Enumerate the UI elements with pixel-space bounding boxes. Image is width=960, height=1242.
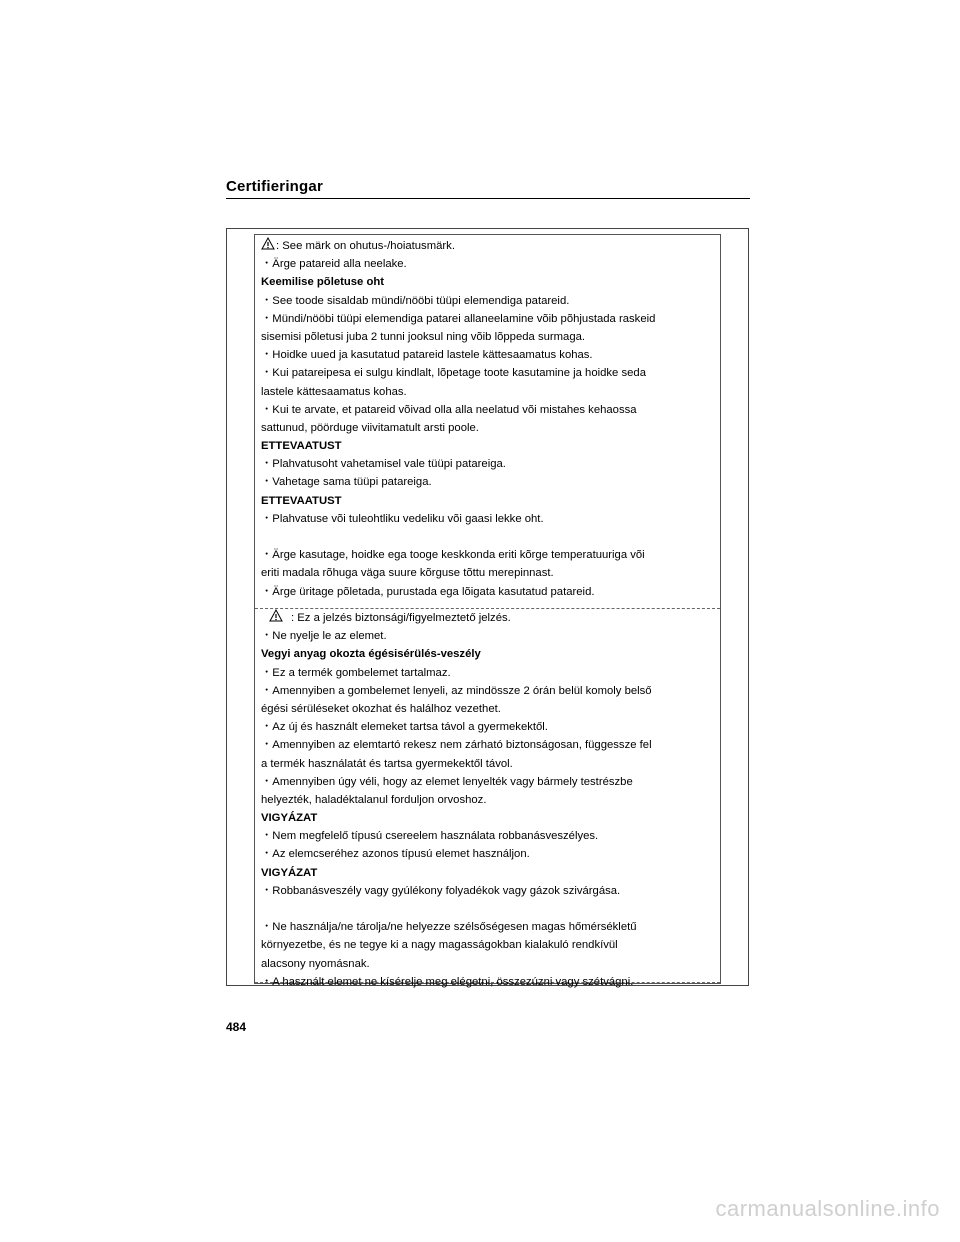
hungarian-warning-line: : Ez a jelzés biztonsági/figyelmeztető jelzés. <box>261 609 719 627</box>
text-line: ・Kui patareipesa ei sulgu kindlalt, lõpetage toote kasutamine ja hoidke seda <box>261 367 646 380</box>
text-line: ・Az új és használt elemeket tartsa távol a gyermekektől. <box>261 721 548 734</box>
warning-triangle-icon <box>269 609 283 622</box>
text-line: ・Plahvatuse või tuleohtliku vedeliku või gaasi lekke oht. <box>261 512 544 525</box>
hungarian-section <box>261 609 719 991</box>
text-line: ・See toode sisaldab mündi/nööbi tüüpi elemendiga patareid. <box>261 294 570 307</box>
warning-triangle-icon <box>261 237 275 250</box>
text-line: ・Ärge üritage põletada, purustada ega lõigata kasutatud patareid. <box>261 585 595 598</box>
estonian-section <box>261 237 719 601</box>
text-line: égési sérüléseket okozhat és halálhoz vezethet. <box>261 702 501 715</box>
section-heading: VIGYÁZAT <box>261 812 318 825</box>
estonian-lines <box>261 255 719 601</box>
text-line: ・Robbanásveszély vagy gyúlékony folyadékok vagy gázok szivárgása. <box>261 884 621 897</box>
text-line: sattunud, pöörduge viivitamatult arsti poole. <box>261 421 479 434</box>
text-line: lastele kättesaamatus kohas. <box>261 385 407 398</box>
text-line: sisemisi põletusi juba 2 tunni jooksul ning võib lõppeda surmaga. <box>261 330 586 343</box>
text-line: ・Ärge patareid alla neelake. <box>261 258 407 271</box>
blank-line <box>261 900 719 918</box>
section-heading: Keemilise põletuse oht <box>261 276 385 289</box>
text-line: ・A használt elemet ne kísérelje meg elégetni, összezúzni vagy szétvágni. <box>261 975 634 988</box>
text-line: a termék használatát és tartsa gyermekektől távol. <box>261 757 513 770</box>
text-line: ・Ne használja/ne tárolja/ne helyezze szélsőségesen magas hőmérsékletű <box>261 921 637 934</box>
text-line: ・Ärge kasutage, hoidke ega tooge keskkonda eriti kõrge temperatuuriga või <box>261 549 645 562</box>
blank-line <box>261 528 719 546</box>
text-line: alacsony nyomásnak. <box>261 957 370 970</box>
page-title: Certifieringar <box>226 178 323 195</box>
text-line: helyezték, haladéktalanul forduljon orvoshoz. <box>261 793 487 806</box>
page-number: 484 <box>226 1020 247 1034</box>
hungarian-lines <box>261 627 719 991</box>
text-line: ・Mündi/nööbi tüüpi elemendiga patarei allaneelamine võib põhjustada raskeid <box>261 312 656 325</box>
estonian-warning-line: : See märk on ohutus-/hoiatusmärk. <box>261 237 719 255</box>
text-line: ・Az elemcseréhez azonos típusú elemet használjon. <box>261 848 530 861</box>
text-line: ・Kui te arvate, et patareid võivad olla alla neelatud või mistahes kehaossa <box>261 403 637 416</box>
text-line: ・Amennyiben az elemtartó rekesz nem zárható biztonságosan, függessze fel <box>261 739 652 752</box>
section-heading: Vegyi anyag okozta égésisérülés-veszély <box>261 648 481 661</box>
text-line: ・Ez a termék gombelemet tartalmaz. <box>261 666 451 679</box>
section-heading: ETTEVAATUST <box>261 494 342 507</box>
section-heading: ETTEVAATUST <box>261 440 342 453</box>
text-line: ・Ne nyelje le az elemet. <box>261 630 387 643</box>
text-line: ・Plahvatusoht vahetamisel vale tüüpi patareiga. <box>261 458 506 471</box>
text-line: ・Hoidke uued ja kasutatud patareid lastele kättesaamatus kohas. <box>261 349 593 362</box>
title-rule <box>226 198 750 199</box>
text-line: környezetbe, és ne tegye ki a nagy magasságokban kialakuló rendkívül <box>261 939 618 952</box>
section-heading: VIGYÁZAT <box>261 866 318 879</box>
text-line: ・Amennyiben a gombelemet lenyeli, az mindössze 2 órán belül komoly belső <box>261 684 652 697</box>
text-line: ・Vahetage sama tüüpi patareiga. <box>261 476 432 489</box>
text-line: ・Amennyiben úgy véli, hogy az elemet lenyelték vagy bármely testrészbe <box>261 775 633 788</box>
text-line: ・Nem megfelelő típusú csereelem használata robbanásveszélyes. <box>261 830 599 843</box>
watermark: carmanualsonline.info <box>715 1196 940 1221</box>
text-line: eriti madala rõhuga väga suure kõrguse tõttu merepinnast. <box>261 567 554 580</box>
